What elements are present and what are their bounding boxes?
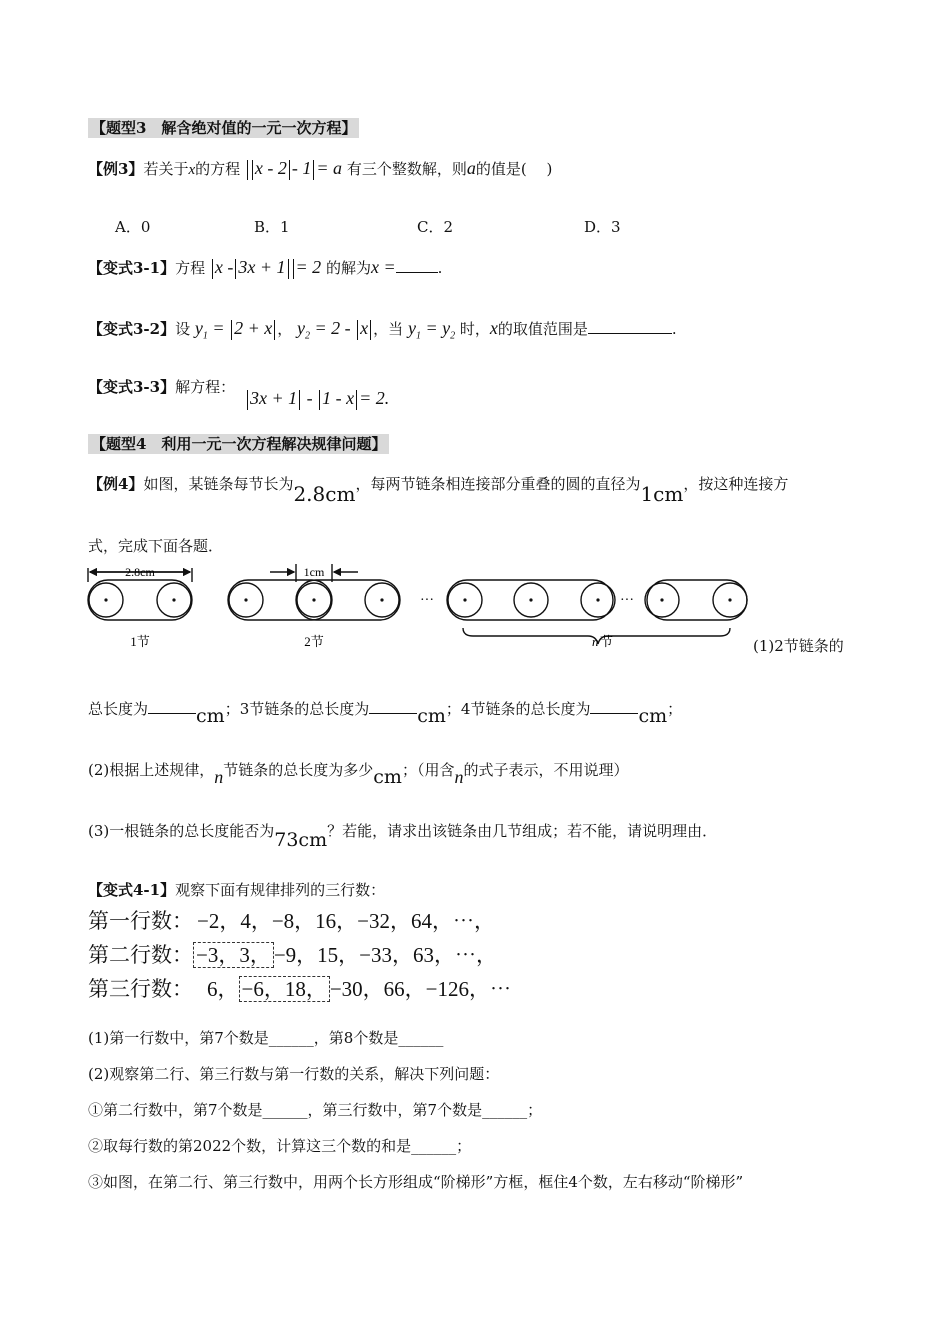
fig-dots-1: ··· — [420, 593, 434, 608]
example4-line2: 式，完成下面各题． — [88, 537, 224, 555]
variant41-line: 【变式4-1】观察下面有规律排列的三行数： — [88, 881, 386, 899]
chain-link-1 — [88, 580, 192, 620]
example3-line: 【例3】若关于x的方程 x - 2 - 1 = a 有三个整数解，则a的值是( ) — [88, 158, 553, 178]
row2: 第二行数： −3，3， −9，15，−33，63，⋯， — [88, 943, 498, 967]
choice-b: B．1 — [254, 218, 290, 236]
q1-line: 总长度为 cm；3节链条的总长度为 cm；4节链条的总长度为 cm； — [88, 700, 683, 727]
q2-line: (2)根据上述规律，n节链条的总长度为多少cm；（用含n的式子表示，不用说理） — [88, 761, 629, 788]
fig-caption-2: 2节 — [304, 634, 324, 649]
v41-q2-1: ①第二行数中，第7个数是______，第三行数中，第7个数是______； — [88, 1101, 543, 1119]
fig-label-1cm: 1cm — [303, 565, 325, 579]
type4-header: 【题型4 利用一元一次方程解决规律问题】 — [88, 434, 389, 454]
stair-box-top: −3，3， — [193, 942, 274, 968]
stair-box-bottom: −6，18， — [239, 976, 330, 1002]
fig-caption-n-var: n — [592, 634, 599, 649]
fig-label-length: 2.8cm — [125, 565, 155, 579]
variant33-line: 【变式3-3】解方程： — [88, 378, 236, 396]
choice-a: A．0 — [115, 218, 151, 236]
v41-q2-3: ③如图，在第二行、第三行数中，用两个长方形组成“阶梯形”方框，框住4个数，左右移动“阶梯形” — [88, 1173, 744, 1191]
type3-header: 【题型3 解含绝对值的一元一次方程】 — [88, 118, 359, 138]
answer-blank — [588, 333, 672, 334]
q3-line: (3)一根链条的总长度能否为73cm？若能，请求出该链条由几节组成；若不能，请说明理由． — [88, 822, 718, 851]
answer-blank — [396, 272, 438, 273]
chain-figure — [80, 560, 760, 660]
fig-dots-2: ··· — [620, 593, 634, 608]
v41-q2: (2)观察第二行、第三行数与第一行数的关系，解决下列问题： — [88, 1065, 500, 1083]
variant33-equation: 3x + 1 - 1 - x = 2. — [245, 387, 389, 410]
example3-label: 【例3】 — [88, 160, 144, 178]
q1-start: (1)2节链条的 — [753, 637, 844, 655]
variant31-equation: x - 3x + 1 = 2 — [210, 257, 321, 277]
choice-c: C．2 — [417, 218, 454, 236]
choice-d: D．3 — [584, 218, 621, 236]
v41-q2-2: ②取每行数的第2022个数，计算这三个数的和是______； — [88, 1137, 472, 1155]
row1: 第一行数： −2，4，−8，16，−32，64，⋯， — [88, 909, 496, 933]
v41-q1: (1)第一行数中，第7个数是______，第8个数是______ — [88, 1029, 444, 1047]
fig-caption-n: 节 — [600, 634, 614, 649]
example3-equation: x - 2 - 1 = a — [245, 158, 342, 178]
variant32-line: 【变式3-2】设 $y_1 = 2 + x$ ， $y_2 = 2 - x$ ，当 $y_1 = y_2$ 时，x的取值范围是 . — [88, 318, 677, 342]
row3: 第三行数： 6， −6，18， −30，66，−126，⋯ — [88, 977, 512, 1001]
fig-caption-1: 1节 — [130, 634, 150, 649]
example4-line: 【例4】如图，某链条每节长为2.8cm，每两节链条相连接部分重叠的圆的直径为1cm，按这种连接方 — [88, 475, 789, 506]
variant31-line: 【变式3-1】方程 x - 3x + 1 = 2 的解为x = . — [88, 257, 443, 277]
